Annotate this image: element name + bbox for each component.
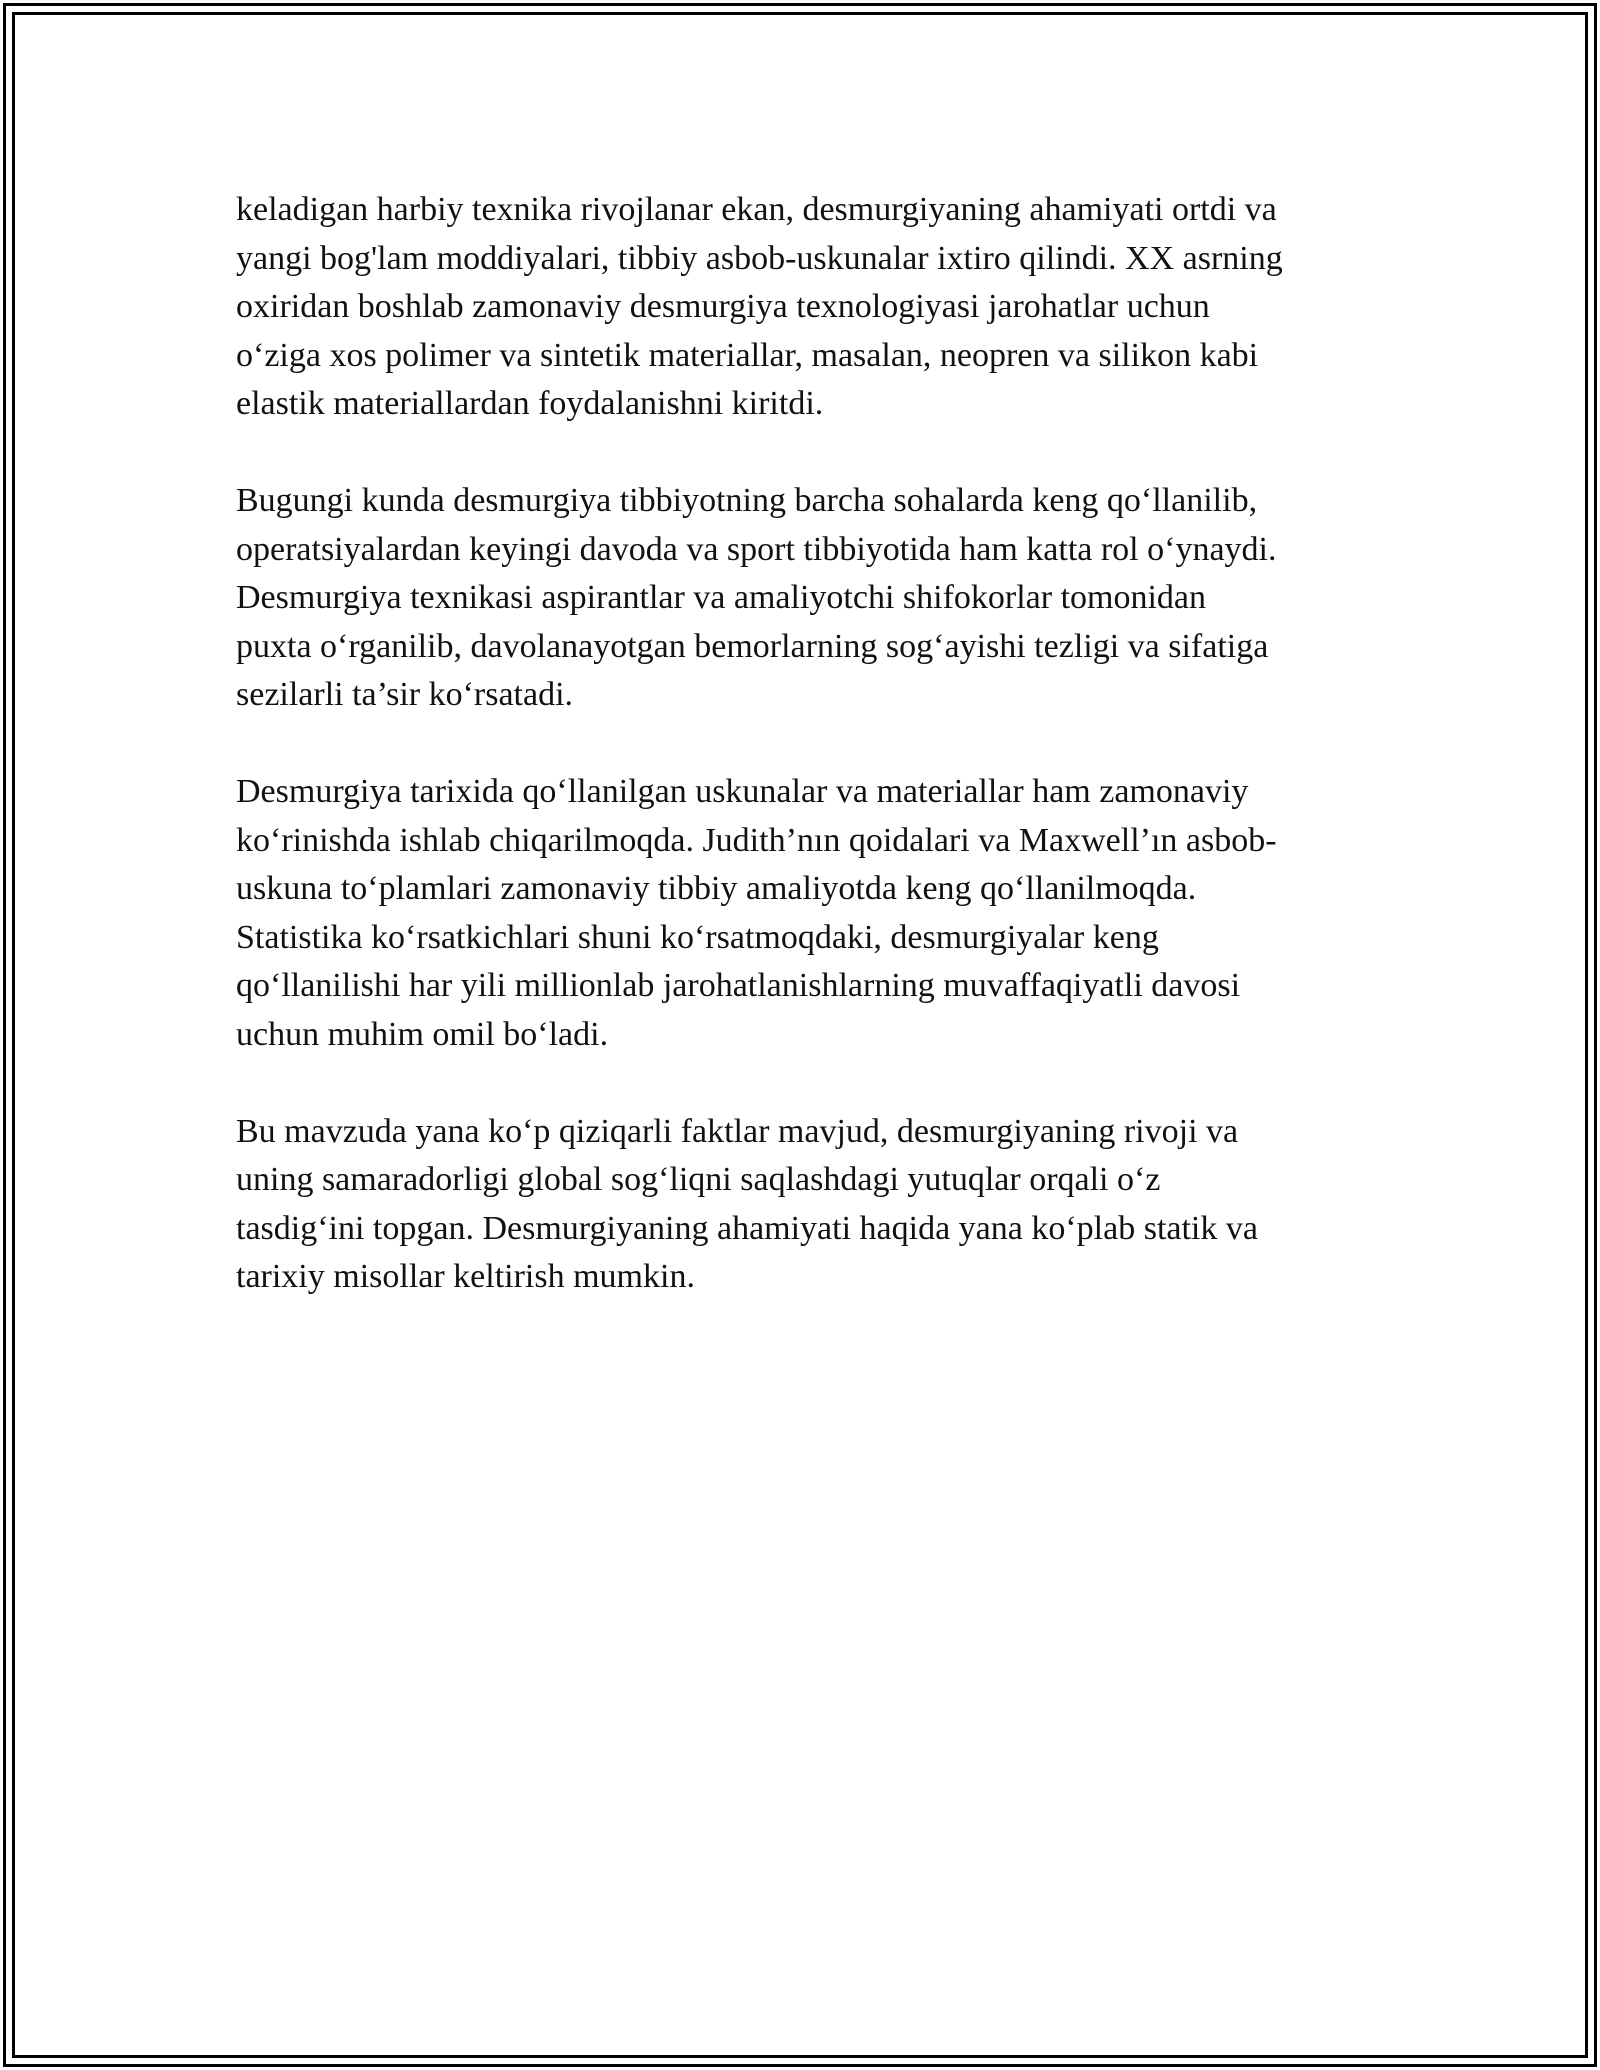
paragraph-3 — [236, 768, 1396, 1059]
text-line: sezilarli ta’sir ko‘rsatadi. — [236, 676, 574, 713]
text-line: keladigan harbiy texnika rivojlanar ekan, desmurgiyaning ahamiyati ortdi va — [236, 191, 1277, 228]
text-line: operatsiyalardan keyingi davoda va sport tibbiyotida ham katta rol o‘ynaydi. — [236, 530, 1277, 568]
text-line: tarixiy misollar keltirish mumkin. — [236, 1258, 695, 1295]
text-line: elastik materiallardan foydalanishni kiritdi. — [236, 385, 824, 422]
document-body — [236, 186, 1396, 1350]
paragraph-2 — [236, 477, 1396, 720]
text-line: o‘ziga xos polimer va sintetik materiallar, masalan, neopren va silikon kabi — [236, 336, 1259, 374]
text-line: Bugungi kunda desmurgiya tibbiyotning barcha sohalarda keng qo‘llanilib, — [236, 482, 1258, 519]
text-line: uning samaradorligi global sog‘liqni saqlashdagi yutuqlar orqali o‘z — [236, 1161, 1161, 1198]
text-line: uskuna to‘plamlari zamonaviy tibbiy amaliyotda keng qo‘llanilmoqda. — [236, 870, 1197, 907]
text-line: qo‘llanilishi har yili millionlab jarohatlanishlarning muvaffaqiyatli davosi — [236, 967, 1241, 1004]
text-line: puxta o‘rganilib, davolanayotgan bemorlarning sog‘ayishi tezligi va sifatiga — [236, 627, 1269, 665]
paragraph-4 — [236, 1108, 1396, 1302]
text-line: Desmurgiya tarixida qo‘llanilgan uskunalar va materiallar ham zamonaviy — [236, 773, 1249, 810]
text-line: tasdig‘ini topgan. Desmurgiyaning ahamiyati haqida yana ko‘plab statik va — [236, 1209, 1258, 1247]
text-line: Bu mavzuda yana ko‘p qiziqarli faktlar mavjud, desmurgiyaning rivoji va — [236, 1112, 1239, 1150]
text-line: yangi bog'lam moddiyalari, tibbiy asbob-uskunalar ixtiro qilindi. XX asrning — [236, 239, 1283, 277]
paragraph-1 — [236, 186, 1396, 429]
text-line: oxiridan boshlab zamonaviy desmurgiya texnologiyasi jarohatlar uchun — [236, 288, 1210, 325]
text-line: ko‘rinishda ishlab chiqarilmoqda. Judith’nın qoidalari va Maxwell’ın asbob- — [236, 821, 1277, 859]
text-line: uchun muhim omil bo‘ladi. — [236, 1015, 609, 1053]
text-line: Desmurgiya texnikasi aspirantlar va amaliyotchi shifokorlar tomonidan — [236, 579, 1207, 616]
text-line: Statistika ko‘rsatkichlari shuni ko‘rsatmoqdaki, desmurgiyalar keng — [236, 918, 1159, 956]
